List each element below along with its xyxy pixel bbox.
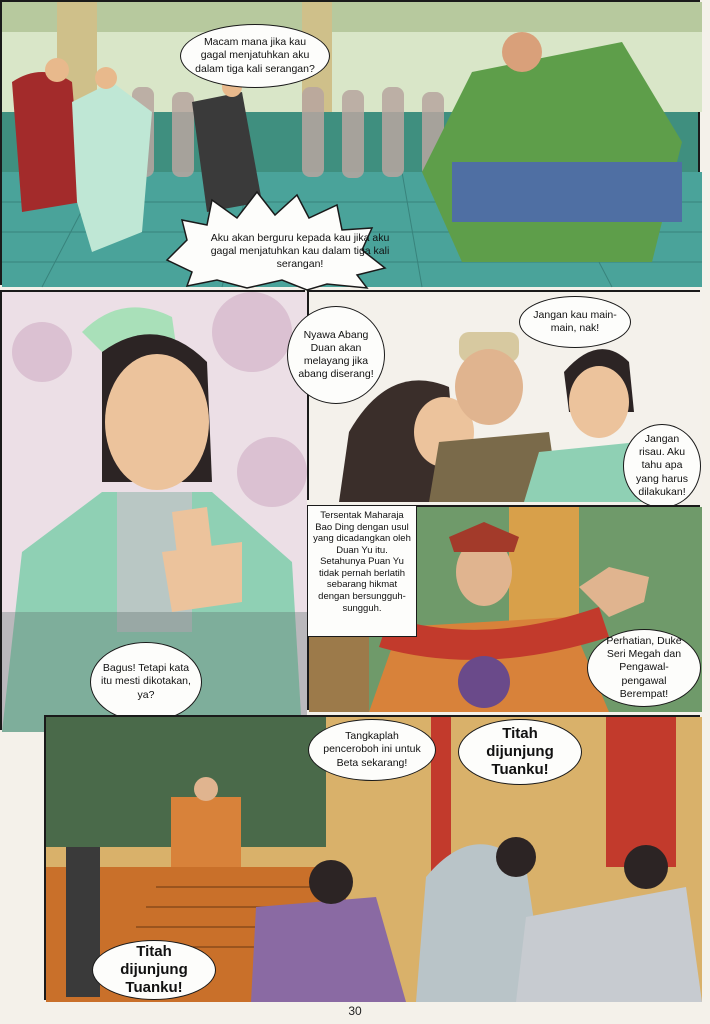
- speech-bubble-reply-left: Titah dijunjung Tuanku!: [92, 940, 216, 1000]
- speech-bubble-question: Macam mana jika kau gagal menjatuhkan aku dalam tiga kali serangan?: [180, 24, 330, 88]
- speech-bubble-promise: Bagus! Tetapi kata itu mesti dikotakan, ya?: [90, 642, 202, 722]
- shout-text: Aku akan berguru kepada kau jika aku gagal menjatuhkan kau dalam tiga kali serangan!: [210, 232, 390, 270]
- speech-bubble-warning: Jangan kau main-main, nak!: [519, 296, 631, 348]
- speech-bubble-arrest: Tangkaplah penceroboh ini untuk Beta sekarang!: [308, 719, 436, 781]
- panel-trio: [298, 290, 700, 500]
- panel-young-man: [0, 290, 305, 730]
- speech-bubble-worry: Nyawa Abang Duan akan melayang jika abang diserang!: [287, 306, 385, 404]
- speech-bubble-reply-right: Titah dijunjung Tuanku!: [458, 719, 582, 785]
- narration-caption: Tersentak Maharaja Bao Ding dengan usul yang dicadangkan oleh Duan Yu itu. Setahunya Puan Yu tidak pernah berlatih sebarang hikmat dengan bersungguh-sungguh.: [307, 505, 417, 637]
- page-number: 30: [348, 1004, 362, 1018]
- panel-throne-room: [44, 715, 700, 1000]
- speech-bubble-reassure: Jangan risau. Aku tahu apa yang harus dilakukan!: [623, 424, 701, 508]
- speech-bubble-order: Perhatian, Duke Seri Megah dan Pengawal-pengawal Berempat!: [587, 629, 701, 707]
- panel-palace-hall: [0, 0, 700, 285]
- panel-maharaja: [307, 505, 700, 710]
